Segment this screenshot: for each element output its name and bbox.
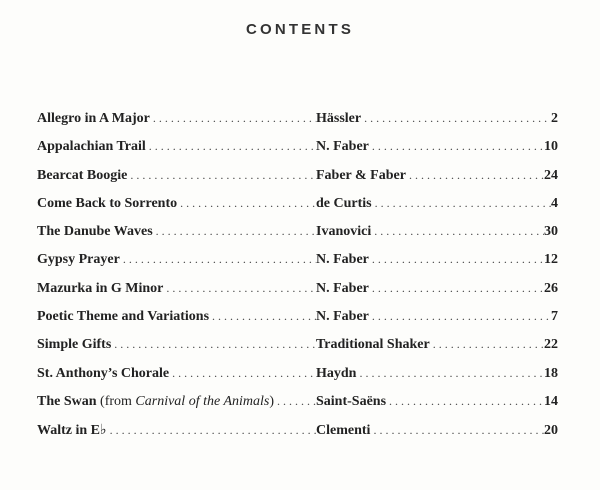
- toc-page-number: 4: [551, 195, 558, 211]
- dot-leader: [274, 394, 316, 409]
- toc-composer: Traditional Shaker: [316, 337, 430, 353]
- dot-leader: [361, 111, 551, 126]
- toc-composer: de Curtis: [316, 195, 372, 211]
- toc-row: [37, 168, 558, 196]
- toc-title-paren: (from: [96, 393, 136, 409]
- toc-title: The Danube Waves: [37, 224, 153, 240]
- dot-leader: [369, 309, 551, 324]
- toc-page-number: 12: [544, 252, 558, 268]
- dot-leader: [209, 309, 316, 324]
- toc-page-number: 22: [544, 337, 558, 353]
- toc-title: Mazurka in G Minor: [37, 280, 164, 296]
- toc-title: Gypsy Prayer: [37, 252, 120, 268]
- dot-leader: [369, 139, 544, 154]
- toc-row: [37, 366, 558, 394]
- toc-row: [37, 337, 558, 365]
- dot-leader: [371, 224, 544, 239]
- toc-title: Waltz in E♭: [37, 423, 107, 439]
- dot-leader: [169, 366, 316, 381]
- page-title: CONTENTS: [245, 21, 355, 38]
- toc-title-paren: ): [269, 393, 275, 409]
- toc-page-number: 30: [544, 224, 558, 240]
- toc-title: St. Anthony’s Chorale: [37, 365, 170, 381]
- dot-leader: [177, 196, 316, 211]
- toc-page-number: 10: [544, 139, 558, 155]
- dot-leader: [430, 337, 544, 352]
- toc-page-number: 18: [544, 365, 558, 381]
- dot-leader: [372, 196, 551, 211]
- toc-composer: Haydn: [316, 365, 357, 381]
- dot-leader: [127, 168, 316, 183]
- dot-leader: [369, 281, 544, 296]
- toc-row: [37, 139, 558, 167]
- toc-row: [37, 394, 558, 422]
- table-of-contents: [37, 111, 558, 451]
- dot-leader: [120, 252, 316, 267]
- toc-composer: N. Faber: [316, 139, 369, 155]
- toc-page-number: 26: [544, 280, 558, 296]
- dot-leader: [146, 139, 316, 154]
- toc-title: Simple Gifts: [37, 337, 112, 353]
- toc-row: [37, 224, 558, 252]
- toc-title: Poetic Theme and Variations: [37, 309, 210, 325]
- toc-composer: N. Faber: [316, 252, 369, 268]
- toc-title: Come Back to Sorrento: [37, 195, 178, 211]
- toc-title: Bearcat Boogie: [37, 167, 128, 183]
- toc-page-number: 2: [551, 111, 558, 126]
- toc-composer: Clementi: [316, 423, 371, 439]
- dot-leader: [370, 423, 544, 438]
- toc-composer: Ivanovici: [316, 224, 372, 240]
- dot-leader: [369, 252, 544, 267]
- toc-composer: N. Faber: [316, 309, 369, 325]
- toc-row: [37, 252, 558, 280]
- toc-title: Allegro in A Major: [37, 111, 150, 126]
- toc-composer: N. Faber: [316, 280, 369, 296]
- dot-leader: [356, 366, 544, 381]
- toc-composer: Saint-Saëns: [316, 393, 387, 409]
- dot-leader: [153, 224, 316, 239]
- toc-title: The Swan: [37, 393, 97, 409]
- dot-leader: [406, 168, 544, 183]
- toc-row: [37, 196, 558, 224]
- toc-composer: Faber & Faber: [316, 167, 406, 183]
- toc-page-number: 24: [544, 167, 558, 183]
- dot-leader: [163, 281, 316, 296]
- toc-page-number: 20: [544, 423, 558, 439]
- toc-page-number: 7: [551, 309, 558, 325]
- dot-leader: [386, 394, 544, 409]
- toc-title-italic: Carnival of the Animals: [135, 393, 270, 409]
- dot-leader: [150, 111, 316, 126]
- toc-row: [37, 281, 558, 309]
- toc-composer: Hässler: [316, 111, 362, 126]
- toc-row: [37, 111, 558, 139]
- toc-row: [37, 309, 558, 337]
- toc-page-number: 14: [544, 393, 558, 409]
- toc-title: Appalachian Trail: [37, 139, 146, 155]
- toc-row: [37, 422, 558, 450]
- dot-leader: [111, 337, 316, 352]
- dot-leader: [107, 423, 316, 438]
